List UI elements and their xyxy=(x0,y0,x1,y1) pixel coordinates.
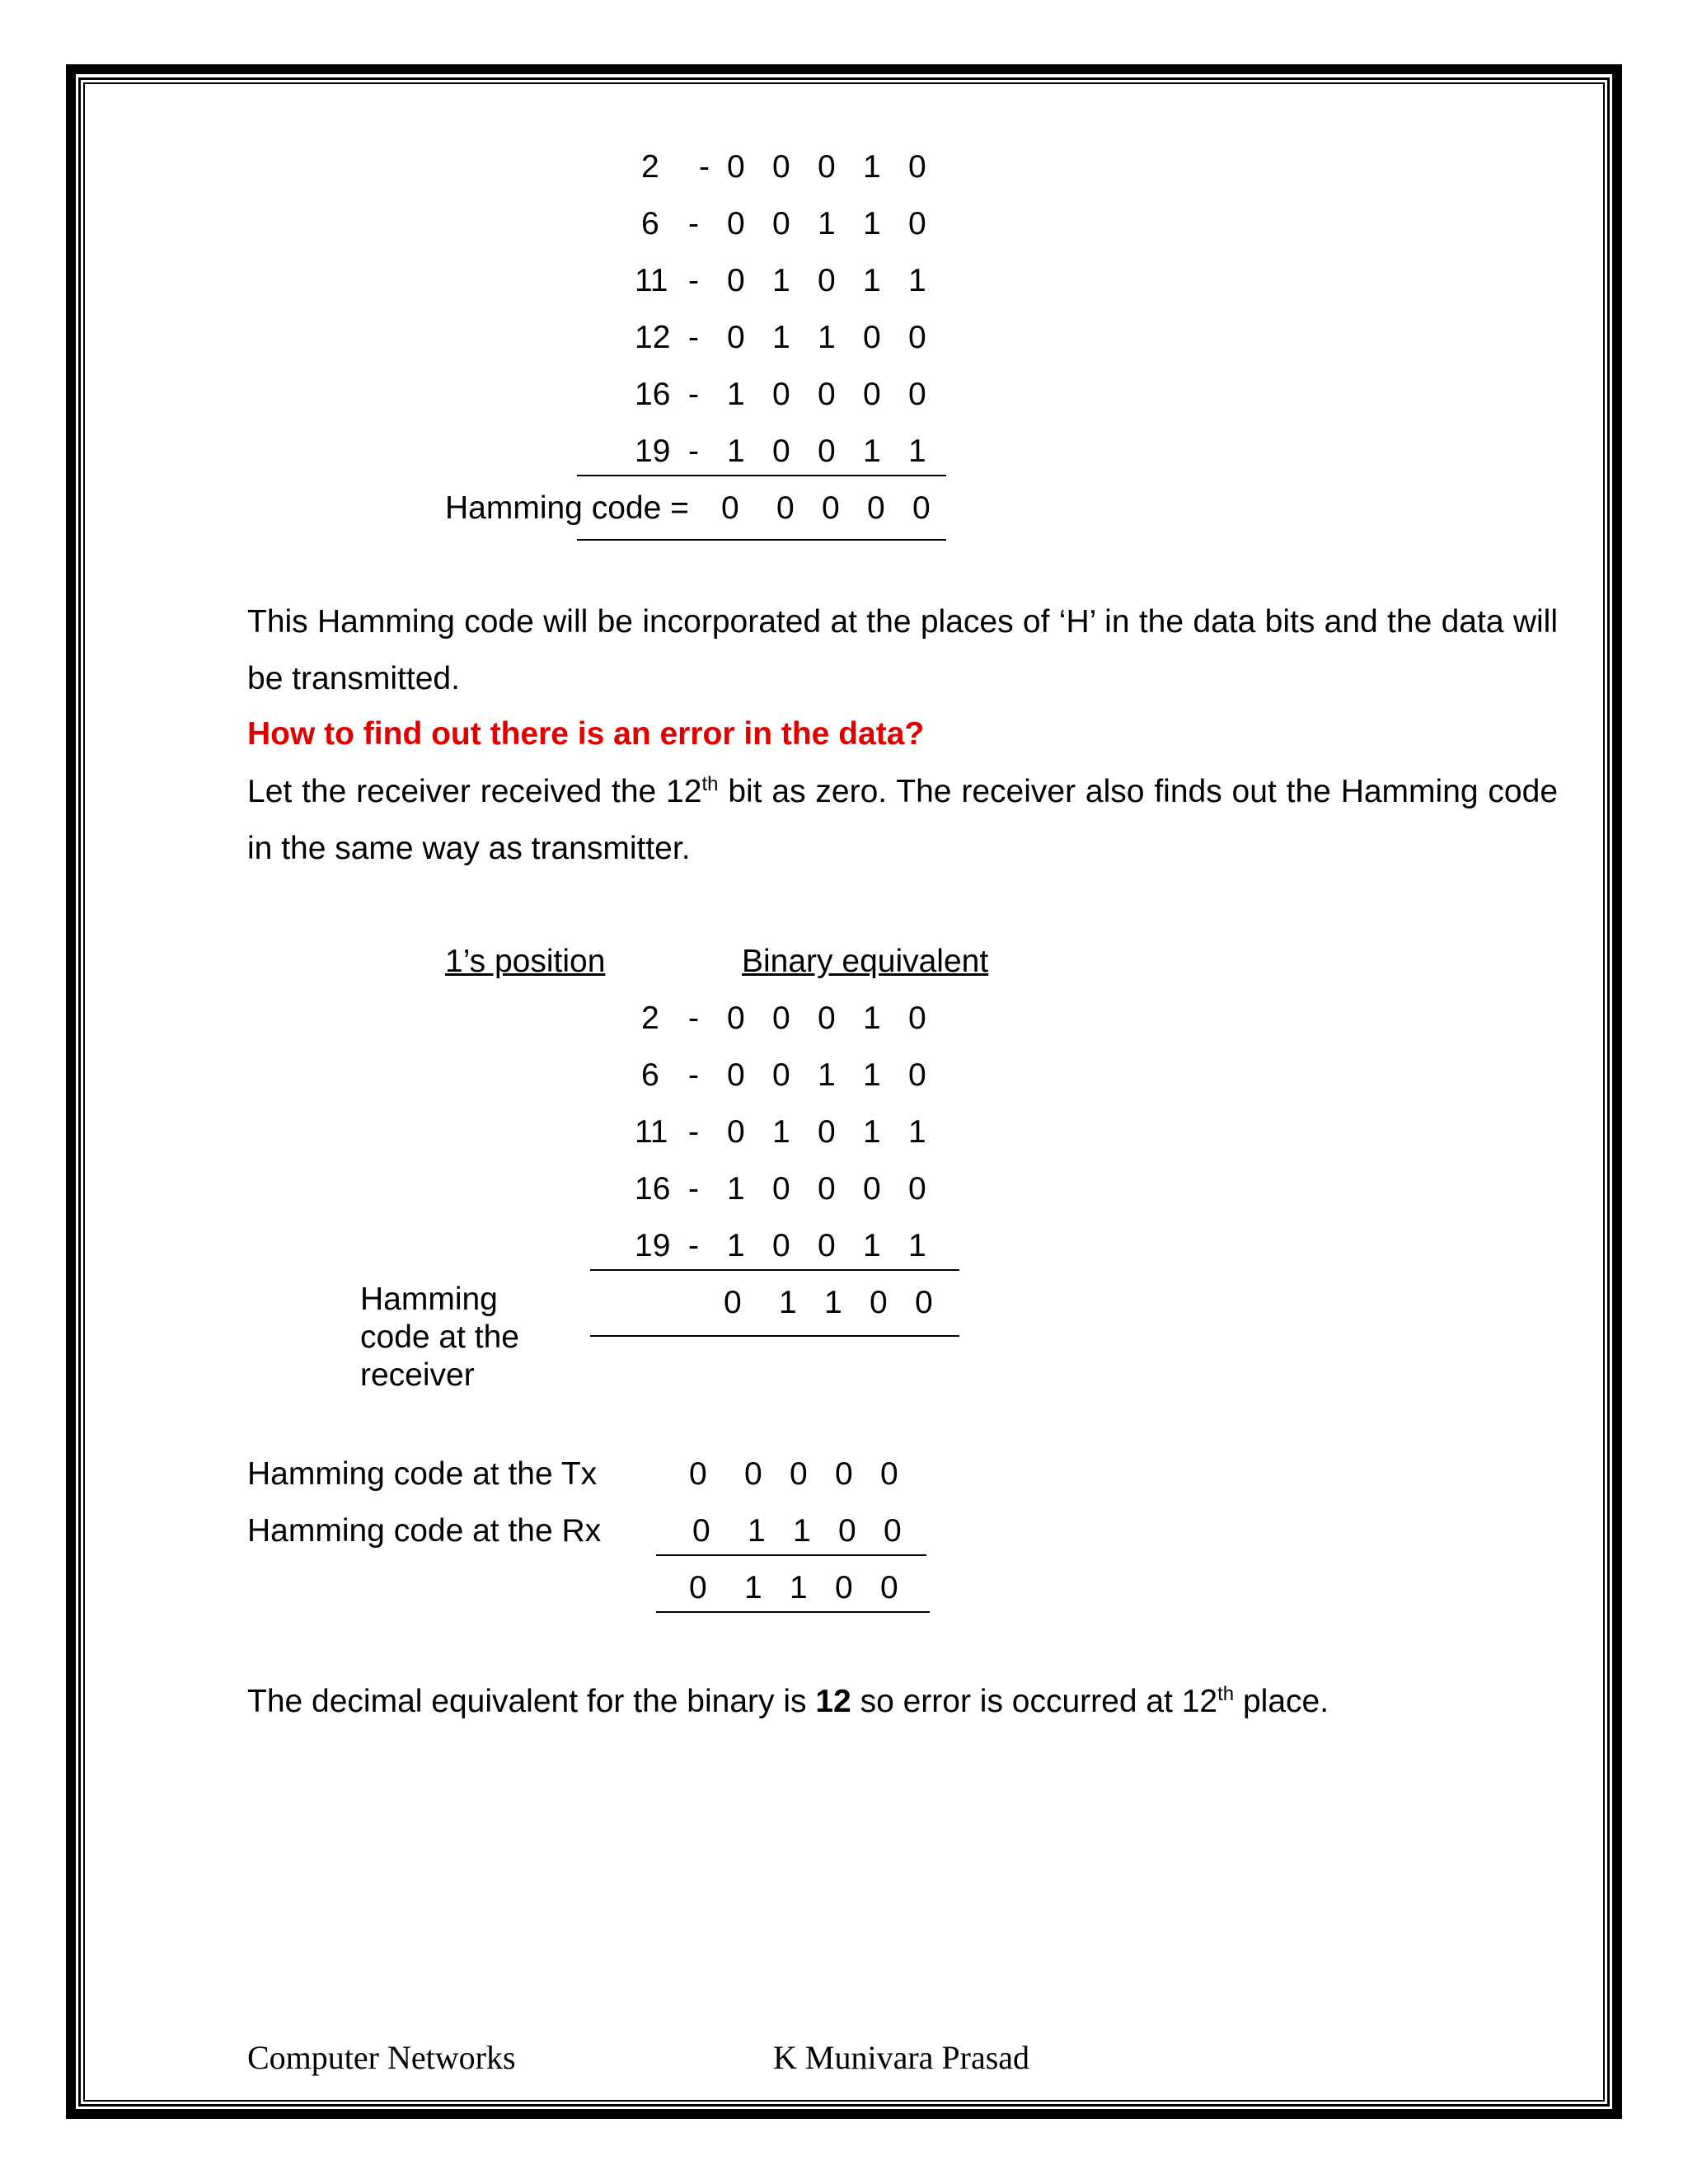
table2-bit: 1 xyxy=(863,1001,881,1036)
table2-bit: 1 xyxy=(908,1114,926,1150)
conclusion-line xyxy=(247,1683,1329,1721)
table2-header-position: 1’s position xyxy=(445,944,606,979)
table2-pos: 11 xyxy=(635,1114,668,1150)
table2-pos: 16 xyxy=(635,1171,671,1207)
tx-bit: 0 xyxy=(689,1456,707,1492)
table1-result-label: Hamming code = xyxy=(445,490,689,526)
page-border-inner-2 xyxy=(83,82,1605,2102)
table1-bit: 0 xyxy=(908,377,926,412)
table1-bit: 1 xyxy=(727,434,745,469)
table2-bit: 0 xyxy=(772,1057,790,1093)
compare-result-bit: 0 xyxy=(880,1570,898,1605)
table2-bottom-rule xyxy=(590,1335,959,1337)
table1-dash: - xyxy=(688,377,699,412)
compare-result-bit: 1 xyxy=(790,1570,808,1605)
superscript-th: th xyxy=(1217,1683,1235,1705)
table1-bottom-rule xyxy=(577,539,946,541)
table1-bit: 0 xyxy=(727,206,745,241)
table2-bit: 0 xyxy=(818,1001,836,1036)
table1-bit: 0 xyxy=(727,320,745,355)
table1-result-bit: 0 xyxy=(867,490,885,526)
rx-bit: 0 xyxy=(838,1513,856,1549)
table1-bit: 0 xyxy=(727,149,745,185)
table2-bit: 0 xyxy=(727,1057,745,1093)
table1-dash: - xyxy=(699,149,710,185)
table1-bit: 1 xyxy=(727,377,745,412)
table1-bit: 0 xyxy=(772,149,790,185)
table2-header-binary: Binary equivalent xyxy=(742,944,989,979)
table2-pos: 19 xyxy=(635,1228,671,1263)
table2-dash: - xyxy=(688,1001,699,1036)
table1-bit: 1 xyxy=(818,320,836,355)
table1-pos: 2 xyxy=(641,149,659,185)
paragraph-receiver-text-1: Let the receiver received the 12 xyxy=(247,774,702,809)
table1-bit: 0 xyxy=(772,206,790,241)
paragraph-receiver xyxy=(247,763,1558,877)
table1-bit: 0 xyxy=(772,377,790,412)
table2-bit: 0 xyxy=(908,1001,926,1036)
table1-bit: 0 xyxy=(863,377,881,412)
table1-bit: 0 xyxy=(818,434,836,469)
rx-bit: 0 xyxy=(884,1513,902,1549)
table2-bit: 0 xyxy=(772,1001,790,1036)
table2-sum-rule xyxy=(590,1269,959,1271)
table2-result-bit: 0 xyxy=(724,1285,742,1320)
tx-bit: 0 xyxy=(790,1456,808,1492)
table2-result-bit: 0 xyxy=(870,1285,888,1320)
table2-dash: - xyxy=(688,1171,699,1207)
table1-bit: 1 xyxy=(772,320,790,355)
table1-bit: 0 xyxy=(818,263,836,298)
table1-dash: - xyxy=(688,263,699,298)
table2-result-bit: 0 xyxy=(915,1285,933,1320)
conclusion-text-2: so error is occurred at 12 xyxy=(851,1684,1218,1719)
table2-bit: 1 xyxy=(727,1228,745,1263)
table1-pos: 16 xyxy=(635,377,671,412)
table1-bit: 1 xyxy=(863,434,881,469)
footer-author: K Munivara Prasad xyxy=(773,2039,1030,2076)
rx-bit: 0 xyxy=(692,1513,710,1549)
conclusion-text-3: place. xyxy=(1234,1684,1329,1719)
table1-bit: 0 xyxy=(772,434,790,469)
table2-bit: 0 xyxy=(908,1057,926,1093)
table1-pos: 11 xyxy=(635,263,668,298)
table2-dash: - xyxy=(688,1057,699,1093)
rx-label: Hamming code at the Rx xyxy=(247,1513,602,1549)
table1-bit: 1 xyxy=(863,263,881,298)
table2-bit: 1 xyxy=(818,1057,836,1093)
table1-dash: - xyxy=(688,320,699,355)
table2-result-label-line: code at the xyxy=(360,1319,519,1355)
table1-bit: 1 xyxy=(863,149,881,185)
table1-dash: - xyxy=(688,206,699,241)
compare-result-bit: 1 xyxy=(744,1570,762,1605)
table1-pos: 12 xyxy=(635,320,671,355)
table1-dash: - xyxy=(688,434,699,469)
rx-bit: 1 xyxy=(748,1513,766,1549)
table1-bit: 1 xyxy=(908,434,926,469)
compare-result-bit: 0 xyxy=(835,1570,853,1605)
tx-bit: 0 xyxy=(835,1456,853,1492)
table2-bit: 1 xyxy=(772,1114,790,1150)
table2-bit: 0 xyxy=(772,1171,790,1207)
table1-bit: 0 xyxy=(908,206,926,241)
table2-result-label-line: receiver xyxy=(360,1357,475,1393)
table1-result-bit: 0 xyxy=(822,490,840,526)
compare-result-bit: 0 xyxy=(689,1570,707,1605)
section-heading-error-detection: How to find out there is an error in the data? xyxy=(247,716,925,752)
table2-bit: 0 xyxy=(863,1171,881,1207)
table2-bit: 0 xyxy=(818,1228,836,1263)
footer-course-title: Computer Networks xyxy=(247,2039,516,2076)
table2-bit: 0 xyxy=(727,1001,745,1036)
table2-bit: 1 xyxy=(863,1114,881,1150)
table2-result-bit: 1 xyxy=(779,1285,797,1320)
table2-result-label-line: Hamming xyxy=(360,1282,498,1317)
table2-result-label xyxy=(360,1281,519,1394)
conclusion-bold-value: 12 xyxy=(815,1684,851,1719)
table2-pos: 6 xyxy=(641,1057,659,1093)
table2-bit: 0 xyxy=(908,1171,926,1207)
table2-bit: 0 xyxy=(727,1114,745,1150)
table2-bit: 1 xyxy=(727,1171,745,1207)
superscript-th: th xyxy=(701,773,719,795)
table1-bit: 1 xyxy=(818,206,836,241)
table2-dash: - xyxy=(688,1114,699,1150)
table1-result-bit: 0 xyxy=(912,490,931,526)
table2-bit: 0 xyxy=(818,1171,836,1207)
tx-label: Hamming code at the Tx xyxy=(247,1456,598,1492)
table2-pos: 2 xyxy=(641,1001,659,1036)
table1-bit: 0 xyxy=(727,263,745,298)
table2-bit: 1 xyxy=(863,1057,881,1093)
table2-result-bit: 1 xyxy=(824,1285,842,1320)
table2-bit: 1 xyxy=(863,1228,881,1263)
table1-bit: 0 xyxy=(908,320,926,355)
table2-dash: - xyxy=(688,1228,699,1263)
table1-pos: 6 xyxy=(641,206,659,241)
tx-bit: 0 xyxy=(880,1456,898,1492)
table1-bit: 1 xyxy=(772,263,790,298)
table1-bit: 0 xyxy=(818,377,836,412)
table2-bit: 0 xyxy=(818,1114,836,1150)
tx-bit: 0 xyxy=(744,1456,762,1492)
conclusion-text-1: The decimal equivalent for the binary is xyxy=(247,1684,816,1719)
table1-bit: 0 xyxy=(818,149,836,185)
table1-bit: 1 xyxy=(908,263,926,298)
rx-bit: 1 xyxy=(793,1513,811,1549)
table1-pos: 19 xyxy=(635,434,671,469)
table2-bit: 1 xyxy=(908,1228,926,1263)
table1-bit: 0 xyxy=(908,149,926,185)
paragraph-hamming-incorporation: This Hamming code will be incorporated at the places of ‘H’ in the data bits and the data will be transmitted. xyxy=(247,604,1558,696)
compare-bottom-rule xyxy=(656,1611,930,1613)
table1-bit: 1 xyxy=(863,206,881,241)
table1-result-bit: 0 xyxy=(776,490,795,526)
table1-result-bit: 0 xyxy=(721,490,739,526)
table2-bit: 0 xyxy=(772,1228,790,1263)
table1-bit: 0 xyxy=(863,320,881,355)
compare-sum-rule xyxy=(656,1554,926,1556)
table1-sum-rule xyxy=(577,475,946,476)
paragraph-receiver-text-2: bit as zero. The receiver also finds out the Hamming code in the same way as transmitter. xyxy=(247,774,1559,866)
